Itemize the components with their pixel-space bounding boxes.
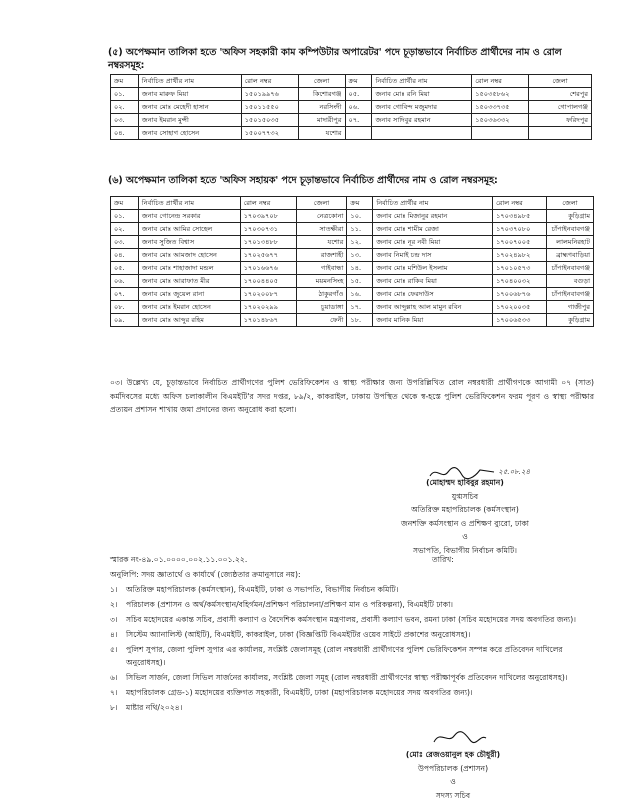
section5-title: (৫) অপেক্ষমান তালিকা হতে 'অফিস সহকারী কাম কম্পিউটার অপারেটর' পদে চূড়ান্তভাবে নির্বাচিত প্রার্থীদের নাম ও রোল নম্বরসমূহ: [108,46,578,72]
table-cell: ১৭. [347,301,373,314]
section6-table [110,196,594,327]
table-cell: ১৭০০৬৮৭৬ [493,288,547,301]
table-cell: জনাব সোহাগ হোসেন [138,127,241,140]
table-cell: ১৭০০৬৫৩৩ [493,314,547,327]
instruction-paragraph: ০৩। উল্লেখ্য যে, চূড়ান্তভাবে নির্বাচিত প্রার্থীগণের পুলিশ ভেরিফিকেশন ও স্বাস্থ্য পরীক্ষার জন্য উপরিল্লিখিত রোল নম্বরধারী প্রার্থীগণকে আগামী ০৭ (সাত) কর্মদিবসের মধ্যে অফিস চলাকালীন বিএমইটি'র সদর দপ্তর, ৮৯/২, কাকরাইল, ঢাকায় উপস্থিত থেকে স্ব-হস্তে পুলিশ ভেরিফিকেশন ফরম পূরণ ও স্বাস্থ্য পরীক্ষার প্রত্যয়ন প্রশাসন শাখায় জমা প্রদানের জন্য অনুরোধ করা হলো। [110,376,594,417]
table-cell: ১৭০২৫৬৭৭ [240,249,296,262]
signature-date: ২৫.০৮.২৪ [370,468,560,476]
table-cell: ১৮. [347,314,373,327]
table-cell: যশোর [298,127,345,140]
table-cell [372,127,472,140]
table-cell: ১৫. [347,275,373,288]
table-cell: লালমনিরহাট [546,236,593,249]
table-cell [529,127,592,140]
table-cell: জনাব মানিক মিয়া [373,314,493,327]
list-item [110,671,594,684]
table-cell: ১৭০৩৭০৮০ [493,223,547,236]
signatory-line: সভাপতি, বিভাগীয় নির্বাচন কমিটি। [370,544,560,558]
list-item-text: অতিরিক্ত মহাপরিচালক (কর্মসংস্থান), বিএমইটি, ঢাকা ও সভাপতি, বিভাগীয় নির্বাচন কমিটি। [126,583,398,596]
header-cell: জেলা [529,75,592,88]
signatory-line: যুগ্মসচিব [370,490,560,504]
table-cell: ১৪. [347,262,373,275]
table-cell: বগুড়া [546,275,593,288]
header-cell: জেলা [296,197,347,210]
list-item-text: পুলিশ সুপার, জেলা পুলিশ সুপার এর কার্যালয়, সংশ্লিষ্ট জেলাসমূহ (রোল নম্বরধারী প্রার্থীগণের পুলিশ ভেরিফিকেশন সম্পন্ন করে প্রতিবেদন দাখিলের অনুরোধসহ)। [126,643,594,669]
table-cell: ০৩. [111,114,139,127]
table-cell [472,127,529,140]
table-cell: ০৬. [111,275,139,288]
table-cell: ১৭০১০৫৭৩ [493,262,547,275]
list-item-text: সচিব মহোদয়ের একান্ত সচিব, প্রবাসী কল্যাণ ও বৈদেশিক কর্মসংস্থান মন্ত্রণালয়, প্রবাসী কল্যাণ ভবন, রমনা ঢাকা (সচিব মহোদয়ের সদয় অবগতির জন্য)। [126,613,576,626]
table-cell: কুড়িগ্রাম [546,314,593,327]
table-cell: সাতক্ষীরা [296,223,347,236]
table-cell: জনাব মোঃ শামীম রেজা [373,223,493,236]
list-item [110,598,594,611]
table-cell: ১৭০২০০৮৭ [240,288,296,301]
table-cell: ১৭০২৪৯৮২ [493,249,547,262]
signature-block-1 [370,468,560,557]
table-cell: ০২. [111,223,139,236]
list-item-number: ২। [110,598,126,611]
table-cell: ১৫০৩৩৭৩৫ [472,101,529,114]
signatory-line: সদস্য সচিব [388,789,518,802]
table-cell: জনাব মোঃ মশিউল ইসলাম [373,262,493,275]
table-row [111,210,594,223]
table-cell: চাঁপাইনবাবগঞ্জ [546,262,593,275]
table-cell: জনাব সাদিবুর রহমান [372,114,472,127]
table-cell: ১৩. [347,249,373,262]
table-cell: ০৩. [111,236,139,249]
table-row [111,249,594,262]
list-item [110,701,594,714]
table-cell: ১৭০০৪৪০৫ [240,275,296,288]
list-item-text: সিস্টেম অ্যানালিস্ট (আইটি), বিএমইটি, কাকরাইল, ঢাকা (বিজ্ঞপ্তিটি বিএমইটির ওয়েব সাইটে প্রকাশের অনুরোধসহ)। [126,628,470,641]
table-cell: ১৭০৩০৭৩১ [240,223,296,236]
table-cell: মাদারীপুর [298,114,345,127]
header-cell: রোল নম্বর [472,75,529,88]
header-cell: ক্রম [111,197,139,210]
table-cell: শেরপুর [529,88,592,101]
table-cell: জনাব মোঃ শাহাজাদা মন্ডল [138,262,240,275]
table-cell: ১১. [347,223,373,236]
table-cell: চাঁপাইনবাবগঞ্জ [546,223,593,236]
table-cell: জনাব মোঃ রনি মিয়া [372,88,472,101]
table-row [111,88,592,101]
table-row [111,114,592,127]
table-cell: চুয়াডাঙ্গা [296,301,347,314]
table-cell: ঠাকুরগাঁও [296,288,347,301]
table-cell: জনাব মোঃ আরাফাত মীর [138,275,240,288]
table-cell: ০৭. [345,114,372,127]
list-item-number: ৪। [110,628,126,641]
header-cell: নির্বাচিত প্রার্থীর নাম [373,197,493,210]
header-cell: রোল নম্বর [241,75,298,88]
section6-title: (৬) অপেক্ষমান তালিকা হতে 'অফিস সহায়ক' পদে চূড়ান্তভাবে নির্বাচিত প্রার্থীদের নাম ও রোল নম্বরসমূহ: [108,174,578,187]
table-cell: ০৯. [111,314,139,327]
list-item-number: ৬। [110,671,126,684]
list-item-number: ৭। [110,686,126,699]
table-row [111,101,592,114]
table-cell: ১৭০৩৪৯৮৫ [493,210,547,223]
cc-heading: অনুলিপি: সদয় জ্ঞাতার্থে ও কার্যার্থে (জ্যেষ্ঠতার ক্রমানুসারে নয়): [110,569,301,582]
table-cell: কুড়িগ্রাম [546,210,593,223]
list-item-number: ৮। [110,701,126,714]
table-cell: ১০. [347,210,373,223]
table-cell: জনাব নিমাই চন্দ্র দাস [373,249,493,262]
table-cell: জনাব ইমরান মুন্সী [138,114,241,127]
table-cell: ১৭০২০০৩৫ [493,301,547,314]
table-cell: রাজশাহী [296,249,347,262]
table-cell: ০৪. [111,249,139,262]
signatory-line: উপপরিচালক (প্রশাসন) [388,762,518,776]
table-cell: ১৭০১৩৪৮৮ [240,236,296,249]
memo-number: স্মারক নং-৪৯.০১.০০০০.০০২.১১.০০১.২২. [110,554,247,567]
table-cell: ০৬. [345,101,372,114]
table-cell: ০৫. [111,262,139,275]
list-item [110,613,594,626]
cc-list [110,583,594,716]
signatory-line: অতিরিক্ত মহাপরিচালক (কর্মসংস্থান) [370,503,560,517]
table-cell: জনাব মোঃ জুয়েল রানা [138,288,240,301]
signatory-line: ও [370,530,560,544]
table-cell: ১৭০০৭০০৫ [493,236,547,249]
table-cell: জনাব মোঃ মিজানুর রহমান [373,210,493,223]
list-item [110,686,594,699]
header-cell: জেলা [298,75,345,88]
table-cell: জনাব মোঃ মেহেদী হাসান [138,101,241,114]
table-cell: ১৭০১৬৬৭৬ [240,262,296,275]
signatory-name: (মোহাম্মদ হাবিবুর রহমান) [370,476,560,490]
table-cell: ০১. [111,210,139,223]
table-cell: ০২. [111,101,139,114]
table-cell: ০৮. [111,301,139,314]
table-cell: নরসিংদী [298,101,345,114]
table-cell: ১৫০১৯৯৭৬ [241,88,298,101]
table-cell: ১৫০৩৬৩৩২ [472,114,529,127]
table-cell: জনাব মোঃ ইমরান হোসেন [138,301,240,314]
table-cell: ১৬. [347,288,373,301]
table-cell: ১৫০০৭৭৩২ [241,127,298,140]
table-cell: কিশোরগঞ্জ [298,88,345,101]
table-row [111,301,594,314]
table-cell: জনাব মোঃ আমজাদ হোসেন [138,249,240,262]
table-cell: ০৭. [111,288,139,301]
table-cell: ০৪. [111,127,139,140]
signatory-name: (মোঃ রেজওয়ানুল হক চৌধুরী) [388,748,518,762]
table-row [111,127,592,140]
list-item [110,643,594,669]
table-cell: চাঁপাইনবাবগঞ্জ [546,288,593,301]
table-cell: ১৫০৩৫৮৬২ [472,88,529,101]
table-cell: ১৭০৩৯৭০৮ [240,210,296,223]
header-cell: নির্বাচিত প্রার্থীর নাম [138,75,241,88]
table-cell: জনাব মারুফ মিয়া [138,88,241,101]
header-cell: ক্রম [347,197,373,210]
list-item [110,583,594,596]
table-cell: ময়মনসিংহ [296,275,347,288]
list-item-number: ৩। [110,613,126,626]
header-cell: ক্রম [111,75,139,88]
table-cell: ০৫. [345,88,372,101]
table-row [111,288,594,301]
table-cell: জনাব সুজিত বিশ্বাস [138,236,240,249]
memo-date-label: তারিখ: [432,554,454,567]
table-cell: গাজীপুর [546,301,593,314]
table-cell: জনাব মোঃ রাকিব মিয়া [373,275,493,288]
signatory-line: জনশক্তি কর্মসংস্থান ও প্রশিক্ষণ ব্যুরো, ঢাকা [370,517,560,531]
table-cell: ১২. [347,236,373,249]
list-item-text: সিভিল সার্জন, জেলা সিভিল সার্জনের কার্যালয়, সংশ্লিষ্ট জেলা সমূহ (রোল নম্বরধারী প্রার্থীগণের স্বাস্থ্য পরীক্ষাপূর্বক প্রতিবেদন দাখিলের অনুরোধসহ)। [126,671,568,684]
section5-table [110,74,592,140]
table-cell: জনাব মোঃ আব্দুর রহিম [138,314,240,327]
table-cell: জনাব মোঃ ফেরদাউস [373,288,493,301]
table-cell: ১৫০১১৫৫০ [241,101,298,114]
header-cell: রোল নম্বর [240,197,296,210]
table-cell: ১৭০১৪৮৬৭ [240,314,296,327]
table-cell: ০১. [111,88,139,101]
list-item-text: মহাপরিচালক গ্রেড-১) মহোদয়ের ব্যক্তিগত সহকারী, বিএমইটি, ঢাকা (মহাপরিচালক মহোদয়ের সদয় অবগতির জন্য)। [126,686,473,699]
table-cell: জনাব মোঃ নূর নবী মিয়া [373,236,493,249]
header-cell: রোল নম্বর [493,197,547,210]
signature-scrawl [430,728,490,746]
table-cell: ১৭০৪০০৩২ [493,275,547,288]
signatory-line: ও [388,775,518,789]
header-cell: জেলা [546,197,593,210]
table-cell: ফেনী [296,314,347,327]
table-cell: জনাব গোবিন্দ মজুমদার [372,101,472,114]
signature-block-2 [388,748,518,802]
table-row [111,223,594,236]
list-item-number: ৫। [110,643,126,669]
table-cell: জনাব মোঃ আমির সোহেল [138,223,240,236]
header-cell: ক্রম [345,75,372,88]
table-cell [345,127,372,140]
table-cell: ১৭০২০২৯৯ [240,301,296,314]
table-cell: ফরিদপুর [529,114,592,127]
header-cell: নির্বাচিত প্রার্থীর নাম [138,197,240,210]
table-cell: জনাব গোনেন্দ্র সরকার [138,210,240,223]
table-cell: জনাব আব্দুল্লাহ আল মামুন রবিন [373,301,493,314]
table-row [111,275,594,288]
table-cell: যশোর [296,236,347,249]
table-cell: নেত্রকোনা [296,210,347,223]
table-row [111,236,594,249]
list-item-number: ১। [110,583,126,596]
list-item-text: মাষ্টার নথি/২০২৪। [126,701,182,714]
list-item-text: পরিচালক (প্রশাসন ও অর্থ/কর্মসংস্থান/বহির্গমন/প্রশিক্ষণ পরিচালনা/প্রশিক্ষণ মান ও পরিকল্পনা), বিএমইটি ঢাকা। [126,598,453,611]
list-item [110,628,594,641]
table-cell: গোপালগঞ্জ [529,101,592,114]
table-header-row [111,197,594,210]
header-cell: নির্বাচিত প্রার্থীর নাম [372,75,472,88]
table-row [111,314,594,327]
table-cell: ১৫০১৫০৩৫ [241,114,298,127]
table-header-row [111,75,592,88]
table-cell: গাইবান্ধা [296,262,347,275]
table-cell: ব্রাহ্মণবাড়িয়া [546,249,593,262]
table-row [111,262,594,275]
